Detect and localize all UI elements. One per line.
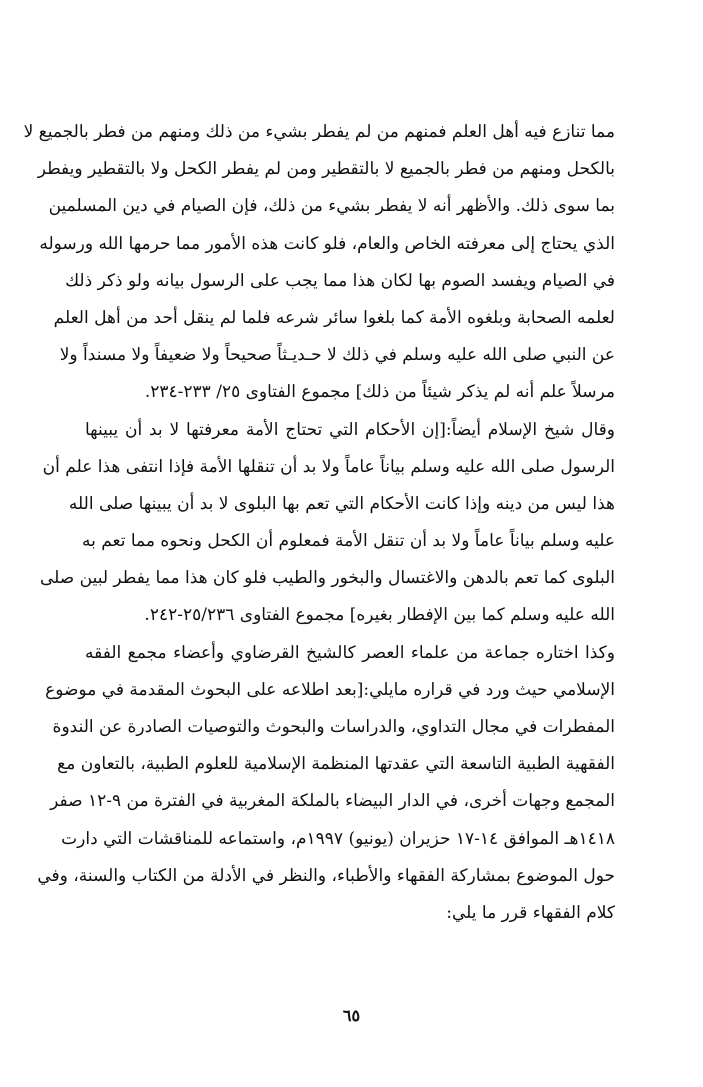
text-line: الفقهية الطبية التاسعة التي عقدتها المنظمة الإسلامية للعلوم الطبية، بالتعاون مع: [57, 754, 615, 775]
text-line: كلام الفقهاء قرر ما يلي:: [446, 902, 615, 923]
text-line: المجمع وجهات أخرى، في الدار البيضاء بالملكة المغربية في الفترة من ٩-١٢ صفر: [50, 791, 615, 812]
text-line: لعلمه الصحابة وبلغوه الأمة كما بلغوا سائر شرعه فلما لم ينقل أحد من أهل العلم: [53, 307, 615, 328]
text-line: وكذا اختاره جماعة من علماء العصر كالشيخ القرضاوي وأعضاء مجمع الفقه: [85, 642, 615, 663]
text-line: الرسول صلى الله عليه وسلم بياناً عاماً ولا بد أن تنقلها الأمة فإذا انتفى هذا علم أن: [42, 456, 615, 477]
text-line: في الصيام ويفسد الصوم بها لكان هذا مما يجب على الرسول بيانه ولو ذكر ذلك: [65, 270, 615, 291]
text-line: الله عليه وسلم كما بين الإفطار بغيره] مجموع الفتاوى ٢٥/٢٣٦-٢٤٢.: [144, 605, 615, 626]
text-line: الإسلامي حيث ورد في قراره مايلي:[بعد اطلاعه على البحوث المقدمة في موضوع: [45, 679, 615, 700]
text-line: عن النبي صلى الله عليه وسلم في ذلك لا حـديـثاً صحيحاً ولا ضعيفاً ولا مسنداً ولا: [59, 345, 615, 366]
text-line: البلوى كما تعم بالدهن والاغتسال والبخور والطيب فلو كان هذا مما يفطر لبين صلى: [40, 568, 615, 589]
body-text: [23, 114, 615, 932]
text-line: مما تنازع فيه أهل العلم فمنهم من لم يفطر بشيء من ذلك ومنهم من فطر بالجميع لا: [23, 122, 615, 142]
text-line: بالكحل ومنهم من فطر بالجميع لا بالتقطير ومن لم يفطر الكحل ولا بالتقطير ويفطر: [37, 159, 615, 180]
text-line: المفطرات في مجال التداوي، والدراسات والبحوث والتوصيات الصادرة عن الندوة: [52, 717, 615, 737]
text-line: عليه وسلم بياناً عاماً ولا بد أن تنقل الأمة فمعلوم أن الكحل ونحوه مما تعم به: [81, 531, 615, 552]
text-line: الذي يحتاج إلى معرفته الخاص والعام، فلو كانت هذه الأمور مما حرمها الله ورسوله: [39, 233, 615, 254]
page-number: ٦٥: [342, 1006, 361, 1025]
text-line: ١٤١٨هـ الموافق ١٤-١٧ حزيران (يونيو) ١٩٩٧م، واستماعه للمناقشات التي دارت: [61, 828, 615, 849]
text-line: بما سوى ذلك. والأظهر أنه لا يفطر بشيء من ذلك، فإن الصيام في دين المسلمين: [48, 196, 615, 217]
text-line: وقال شيخ الإسلام أيضاً:[إن الأحكام التي تحتاج الأمة معرفتها لا بد أن يبينها: [85, 419, 615, 440]
text-line: مرسلاً علم أنه لم يذكر شيئاً من ذلك] مجموع الفتاوى ٢٥/ ٢٣٣-٢٣٤.: [144, 382, 615, 403]
text-line: هذا ليس من دينه وإذا كانت الأحكام التي تعم بها البلوى لا بد أن يبينها صلى الله: [68, 493, 615, 514]
text-line: حول الموضوع بمشاركة الفقهاء والأطباء، والنظر في الأدلة من الكتاب والسنة، وفي: [37, 865, 615, 886]
